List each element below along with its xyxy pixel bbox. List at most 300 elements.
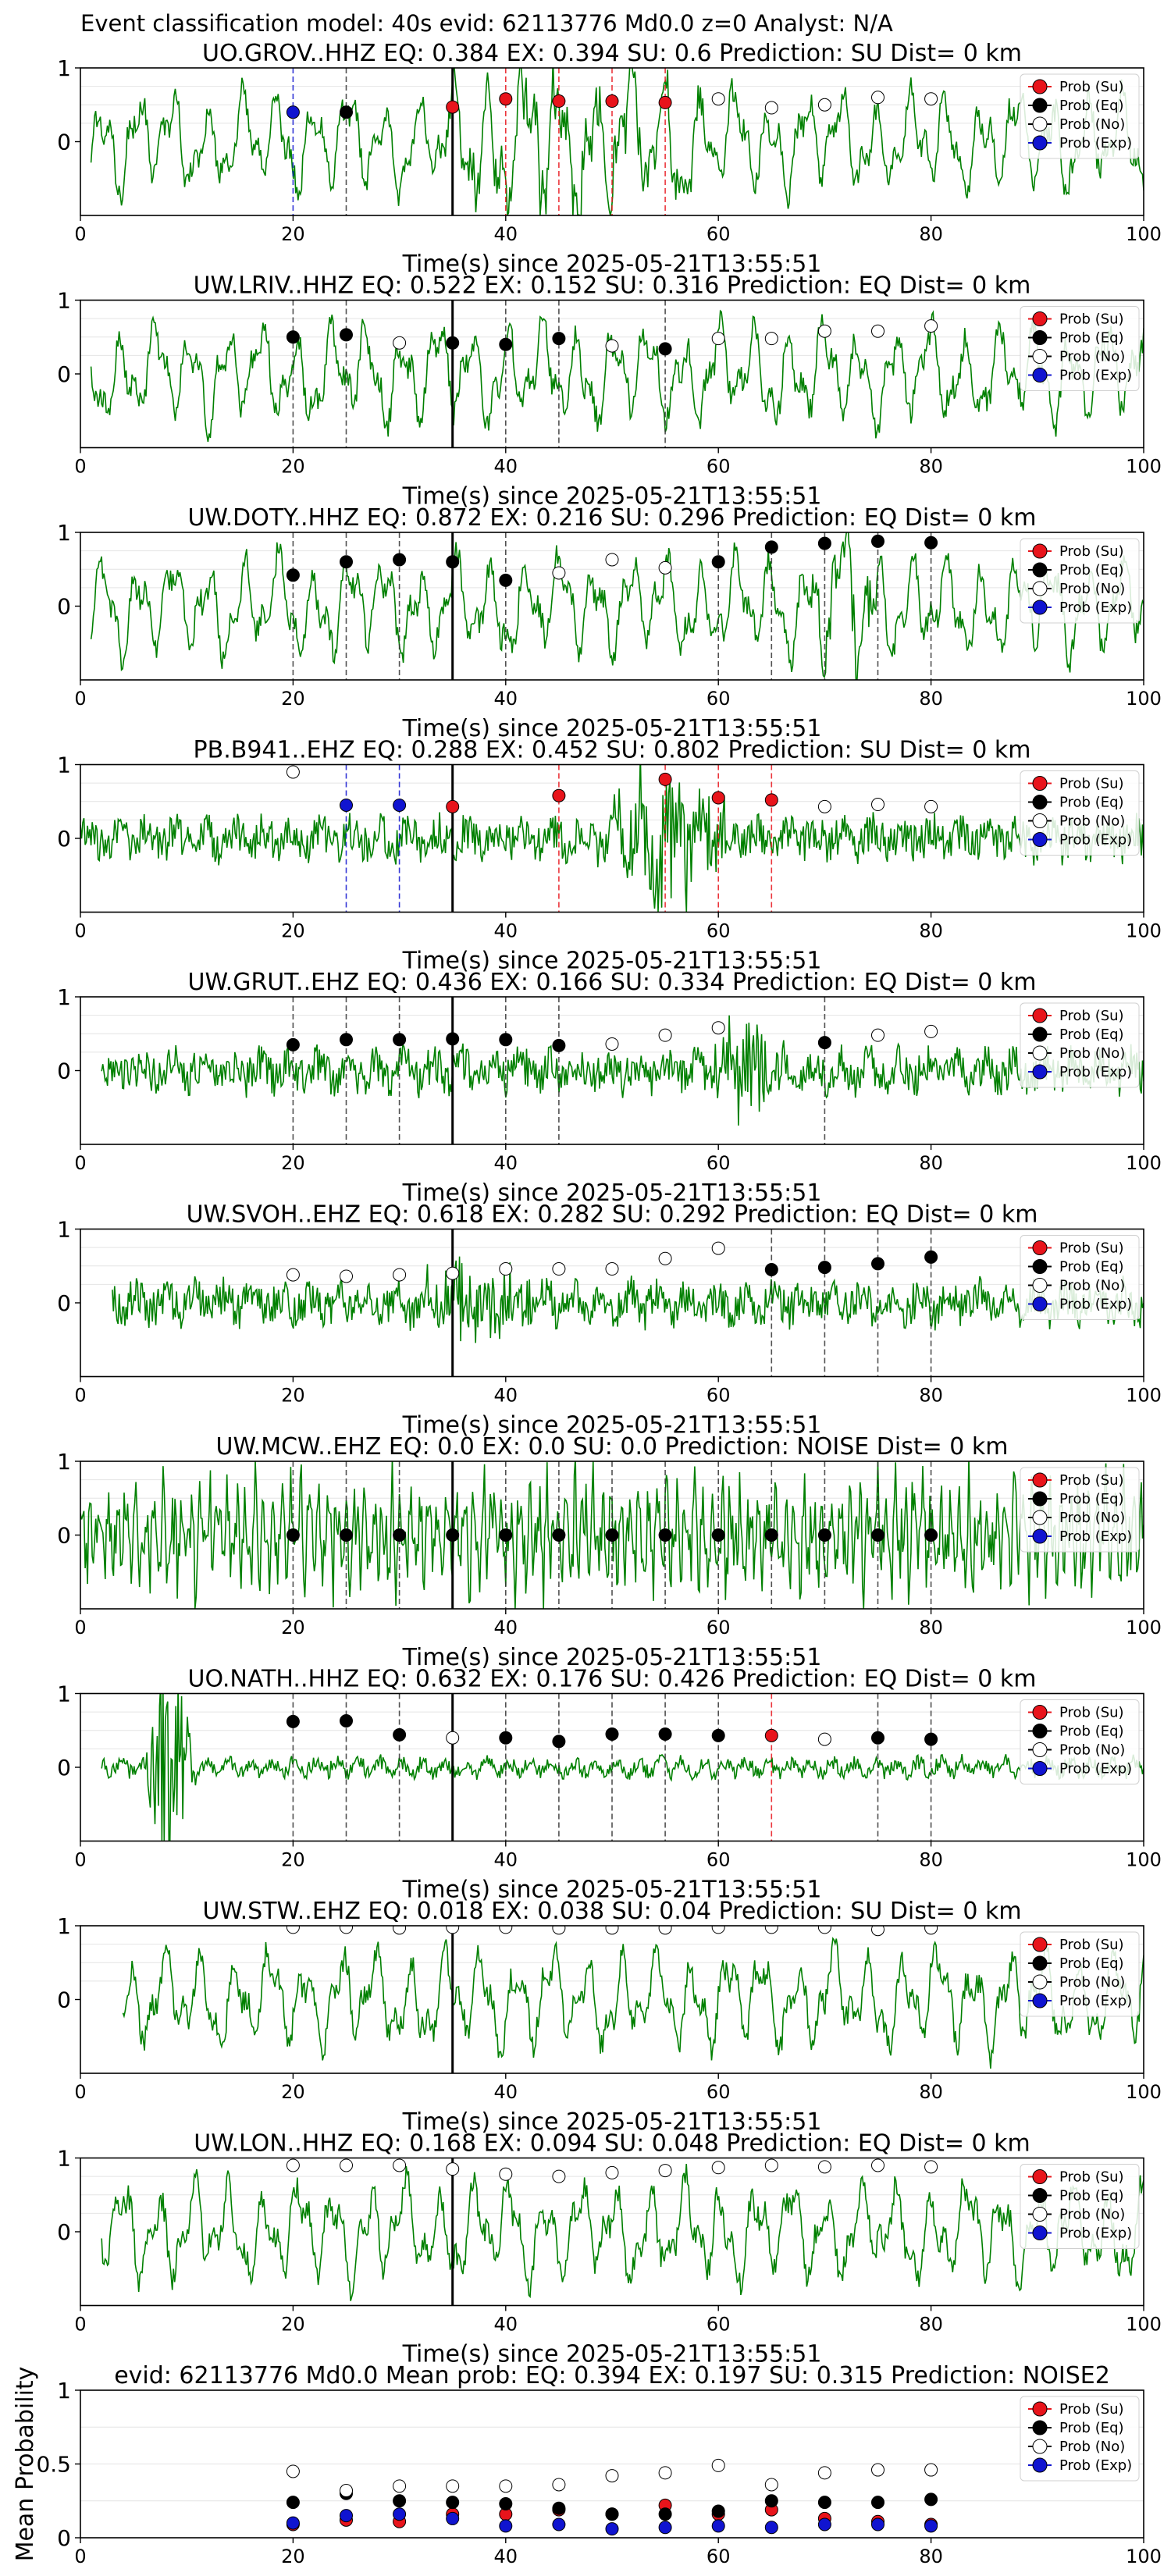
plot-area — [80, 2427, 1144, 2535]
prob-marker-no — [818, 325, 831, 337]
x-tick-label: 0 — [74, 1384, 87, 1407]
prob-marker-su — [765, 794, 778, 806]
legend-marker-eq — [1033, 1956, 1047, 1970]
prob-marker-su — [659, 96, 671, 109]
prob-marker-no — [765, 101, 778, 114]
seismic-trace — [112, 1257, 1144, 1343]
mean-marker-eq — [818, 2496, 831, 2509]
legend-marker-su — [1033, 1473, 1047, 1487]
x-tick-label: 0 — [74, 223, 87, 245]
prob-marker-eq — [340, 1714, 353, 1727]
mean-marker-exp — [712, 2520, 724, 2532]
legend-label: Prob (No) — [1059, 1974, 1126, 1991]
chart-panel-11 — [12, 2362, 1162, 2567]
x-axis-label: Time(s) since 2025-05-21T13:55:51 — [402, 947, 822, 975]
mean-marker-exp — [765, 2521, 778, 2534]
prob-marker-eq — [500, 1731, 512, 1744]
mean-marker-exp — [606, 2523, 618, 2535]
prob-marker-su — [553, 789, 565, 802]
x-tick-label: 60 — [706, 2081, 731, 2103]
prob-marker-no — [712, 1242, 724, 1254]
y-tick-label: 1 — [57, 1913, 71, 1939]
legend-marker-su — [1033, 1009, 1047, 1023]
seismic-trace — [101, 1683, 1144, 1841]
legend-marker-eq — [1033, 331, 1047, 345]
prob-marker-no — [340, 2159, 353, 2172]
y-tick-label: 0 — [57, 1058, 71, 1084]
x-tick-label: 60 — [706, 920, 731, 942]
chart-panel-4 — [57, 737, 1162, 975]
legend-label: Prob (Su) — [1059, 1472, 1124, 1489]
legend-marker-eq — [1033, 563, 1047, 577]
seismic-trace — [91, 311, 1144, 442]
chart-panel-2 — [57, 272, 1162, 511]
y-tick-label: 1 — [57, 55, 71, 81]
legend-label: Prob (Exp) — [1059, 135, 1133, 151]
prob-marker-su — [765, 1729, 778, 1742]
legend-marker-su — [1033, 1937, 1047, 1952]
prob-marker-no — [393, 2159, 406, 2172]
legend-label: Prob (No) — [1059, 813, 1126, 830]
prob-marker-su — [447, 101, 459, 113]
legend-label: Prob (Su) — [1059, 1704, 1124, 1721]
prob-marker-eq — [393, 553, 406, 566]
legend-marker-no — [1033, 117, 1047, 131]
prob-marker-eq — [340, 329, 353, 341]
prob-marker-eq — [606, 1529, 618, 1542]
prob-marker-no — [447, 1267, 459, 1279]
x-tick-label: 60 — [706, 688, 731, 710]
x-tick-label: 0 — [74, 2081, 87, 2103]
prob-marker-su — [500, 93, 512, 105]
legend-marker-exp — [1033, 1065, 1047, 1079]
prob-marker-no — [393, 1268, 406, 1281]
prob-marker-eq — [818, 537, 831, 550]
plot-area — [80, 1683, 1144, 1841]
x-tick-label: 60 — [706, 1384, 731, 1407]
legend-label: Prob (Su) — [1059, 775, 1124, 792]
x-tick-label: 100 — [1126, 920, 1162, 942]
plot-area — [80, 1457, 1144, 1609]
legend-marker-su — [1033, 1241, 1047, 1255]
prob-marker-su — [553, 95, 565, 108]
prob-marker-no — [340, 1270, 353, 1283]
prob-marker-eq — [393, 1728, 406, 1741]
x-tick-label: 80 — [919, 1848, 943, 1871]
prob-marker-no — [872, 91, 884, 104]
mean-marker-eq — [872, 2496, 884, 2509]
legend-label: Prob (Eq) — [1059, 1955, 1124, 1972]
mean-marker-exp — [447, 2512, 459, 2524]
mean-marker-no — [659, 2467, 671, 2479]
legend-marker-eq — [1033, 1260, 1047, 1274]
prob-marker-eq — [393, 1529, 406, 1542]
prob-marker-no — [606, 1037, 618, 1050]
x-tick-label: 40 — [493, 1617, 518, 1638]
legend-marker-eq — [1033, 1027, 1047, 1041]
chart-panel-9 — [57, 1898, 1162, 2136]
plot-area — [80, 1921, 1144, 2073]
prob-marker-no — [659, 561, 671, 574]
prob-marker-eq — [340, 1529, 353, 1542]
legend-label: Prob (Su) — [1059, 2401, 1124, 2418]
mean-marker-eq — [712, 2505, 724, 2517]
prob-marker-su — [659, 773, 671, 785]
x-tick-label: 80 — [919, 920, 943, 942]
x-tick-label: 20 — [281, 1848, 305, 1871]
legend-marker-no — [1033, 814, 1047, 828]
prob-marker-exp — [340, 799, 353, 811]
chart-panel-10 — [57, 2130, 1162, 2368]
legend-label: Prob (Exp) — [1059, 1528, 1133, 1545]
legend-marker-exp — [1033, 1297, 1047, 1311]
y-tick-label: 1 — [57, 984, 71, 1010]
mean-marker-eq — [606, 2508, 618, 2521]
mean-marker-eq — [553, 2502, 565, 2514]
legend-marker-su — [1033, 1706, 1047, 1720]
legend-label: Prob (Exp) — [1059, 1993, 1133, 2009]
x-tick-label: 0 — [74, 2546, 87, 2567]
x-tick-label: 100 — [1126, 688, 1162, 710]
plot-area — [80, 524, 1144, 680]
x-tick-label: 80 — [919, 223, 943, 245]
x-tick-label: 100 — [1126, 223, 1162, 245]
mean-marker-exp — [818, 2518, 831, 2531]
x-tick-label: 80 — [919, 455, 943, 478]
legend-marker-exp — [1033, 1994, 1047, 2008]
prob-marker-no — [872, 1923, 884, 1936]
legend-marker-eq — [1033, 2421, 1047, 2435]
x-tick-label: 80 — [919, 2313, 943, 2336]
prob-marker-no — [925, 320, 938, 333]
x-tick-label: 100 — [1126, 455, 1162, 478]
legend-marker-eq — [1033, 1492, 1047, 1506]
legend-marker-exp — [1033, 2226, 1047, 2240]
prob-marker-no — [500, 2168, 512, 2180]
x-tick-label: 60 — [706, 2546, 731, 2567]
prob-marker-no — [606, 2166, 618, 2179]
x-tick-label: 20 — [281, 223, 305, 245]
legend-marker-su — [1033, 2170, 1047, 2184]
prob-marker-no — [659, 1029, 671, 1041]
mean-marker-no — [765, 2478, 778, 2491]
x-tick-label: 20 — [281, 688, 305, 710]
y-tick-label: 0 — [57, 129, 71, 155]
legend-marker-exp — [1033, 2458, 1047, 2472]
legend-label: Prob (Su) — [1059, 543, 1124, 560]
plot-area — [80, 301, 1144, 448]
prob-marker-eq — [393, 1034, 406, 1046]
panel-title: UW.GRUT..EHZ EQ: 0.436 EX: 0.166 SU: 0.334 Prediction: EQ Dist= 0 km — [187, 969, 1037, 996]
prob-marker-no — [553, 567, 565, 579]
prob-marker-no — [765, 333, 778, 345]
prob-marker-eq — [287, 331, 299, 343]
legend-marker-exp — [1033, 368, 1047, 382]
legend-marker-no — [1033, 1279, 1047, 1293]
y-tick-label: 0 — [57, 593, 71, 620]
legend-marker-eq — [1033, 98, 1047, 112]
x-tick-label: 0 — [74, 1617, 87, 1638]
prob-marker-no — [925, 1025, 938, 1037]
prob-marker-no — [553, 1263, 565, 1276]
legend-marker-no — [1033, 1046, 1047, 1060]
prob-marker-no — [659, 1252, 671, 1265]
legend-marker-exp — [1033, 833, 1047, 847]
prob-marker-eq — [447, 556, 459, 568]
legend-marker-exp — [1033, 600, 1047, 614]
legend-marker-exp — [1033, 136, 1047, 150]
y-tick-label: 0.5 — [36, 2451, 71, 2478]
y-tick-label: 1 — [57, 520, 71, 546]
prob-marker-no — [818, 800, 831, 813]
panel-title: UW.SVOH..EHZ EQ: 0.618 EX: 0.282 SU: 0.292 Prediction: EQ Dist= 0 km — [186, 1201, 1038, 1229]
prob-marker-no — [287, 2159, 299, 2172]
mean-marker-no — [606, 2470, 618, 2482]
prob-marker-eq — [659, 1529, 671, 1542]
prob-marker-su — [606, 95, 618, 108]
prob-marker-eq — [606, 1727, 618, 1740]
panel-title: UW.STW..EHZ EQ: 0.018 EX: 0.038 SU: 0.04 Prediction: SU Dist= 0 km — [202, 1898, 1022, 1925]
x-tick-label: 100 — [1126, 2546, 1162, 2567]
prob-marker-eq — [287, 1038, 299, 1051]
prob-marker-eq — [447, 1033, 459, 1045]
mean-marker-exp — [925, 2520, 938, 2532]
legend-marker-exp — [1033, 1529, 1047, 1543]
prob-marker-no — [393, 336, 406, 349]
x-tick-label: 20 — [281, 920, 305, 942]
x-tick-label: 60 — [706, 1152, 731, 1174]
prob-marker-eq — [925, 1251, 938, 1263]
x-tick-label: 40 — [493, 455, 518, 478]
prob-marker-no — [712, 93, 724, 105]
x-axis-label: Time(s) since 2025-05-21T13:55:51 — [402, 715, 822, 742]
legend-label: Prob (Su) — [1059, 2169, 1124, 2186]
panel-title: UW.LON..HHZ EQ: 0.168 EX: 0.094 SU: 0.048 Prediction: EQ Dist= 0 km — [194, 2129, 1030, 2158]
prob-marker-eq — [659, 1727, 671, 1740]
mean-marker-exp — [500, 2520, 512, 2532]
prob-marker-no — [925, 93, 938, 105]
chart-panel-6 — [57, 1201, 1162, 1439]
prob-marker-eq — [872, 535, 884, 547]
legend-label: Prob (No) — [1059, 1510, 1126, 1526]
legend-label: Prob (Exp) — [1059, 1760, 1133, 1777]
legend-label: Prob (Exp) — [1059, 600, 1133, 616]
prob-marker-eq — [872, 1731, 884, 1744]
x-axis-label: Time(s) since 2025-05-21T13:55:51 — [402, 2108, 822, 2136]
prob-marker-eq — [500, 574, 512, 586]
x-tick-label: 40 — [493, 2081, 518, 2103]
plot-area — [80, 2158, 1144, 2306]
y-tick-label: 1 — [57, 2378, 71, 2403]
mean-marker-eq — [393, 2495, 406, 2507]
legend-label: Prob (Exp) — [1059, 2457, 1133, 2474]
prob-marker-eq — [659, 343, 671, 355]
prob-marker-eq — [340, 1034, 353, 1046]
prob-marker-no — [500, 1263, 512, 1276]
x-tick-label: 40 — [493, 688, 518, 710]
legend-label: Prob (Exp) — [1059, 367, 1133, 384]
x-axis-label: Time(s) since 2025-05-21T13:55:51 — [402, 1179, 822, 1207]
mean-marker-eq — [447, 2496, 459, 2509]
legend-marker-no — [1033, 1510, 1047, 1525]
x-tick-label: 0 — [74, 688, 87, 710]
prob-marker-no — [606, 340, 618, 352]
prob-marker-no — [553, 2170, 565, 2183]
legend-marker-eq — [1033, 2189, 1047, 2203]
prob-marker-eq — [553, 1735, 565, 1748]
prob-marker-exp — [287, 106, 299, 119]
legend-label: Prob (No) — [1059, 581, 1126, 597]
prob-marker-eq — [818, 1037, 831, 1049]
prob-marker-eq — [712, 556, 724, 568]
x-tick-label: 40 — [493, 1848, 518, 1871]
x-tick-label: 20 — [281, 1152, 305, 1174]
prob-marker-no — [818, 98, 831, 111]
prob-marker-eq — [500, 1529, 512, 1542]
legend-label: Prob (Su) — [1059, 311, 1124, 328]
legend-marker-no — [1033, 2439, 1047, 2453]
prob-marker-su — [447, 800, 459, 813]
legend-marker-eq — [1033, 795, 1047, 809]
prob-marker-no — [925, 800, 938, 813]
x-tick-label: 20 — [281, 1384, 305, 1407]
y-tick-label: 0 — [57, 1755, 71, 1781]
x-tick-label: 60 — [706, 2313, 731, 2336]
x-tick-label: 100 — [1126, 1617, 1162, 1638]
x-tick-label: 60 — [706, 1848, 731, 1871]
panel-title: UW.MCW..EHZ EQ: 0.0 EX: 0.0 SU: 0.0 Prediction: NOISE Dist= 0 km — [215, 1433, 1009, 1461]
prob-marker-no — [606, 553, 618, 566]
prob-marker-no — [872, 2159, 884, 2172]
prob-marker-eq — [287, 569, 299, 582]
prob-marker-eq — [447, 336, 459, 349]
prob-marker-no — [712, 2161, 724, 2174]
x-axis-label: Time(s) since 2025-05-21T13:55:51 — [402, 1411, 822, 1439]
prob-marker-no — [712, 333, 724, 345]
mean-marker-no — [872, 2464, 884, 2476]
x-tick-label: 80 — [919, 1152, 943, 1174]
legend-label: Prob (No) — [1059, 2206, 1126, 2223]
x-tick-label: 100 — [1126, 2313, 1162, 2336]
plot-area — [80, 997, 1144, 1144]
legend-marker-no — [1033, 350, 1047, 364]
mean-marker-eq — [287, 2496, 299, 2509]
axes-frame — [80, 301, 1144, 448]
page-title: Event classification model: 40s evid: 62113776 Md0.0 z=0 Analyst: N/A — [80, 10, 893, 37]
x-axis-label: Time(s) since 2025-05-21T13:55:51 — [402, 1876, 822, 1904]
prob-marker-eq — [287, 1529, 299, 1542]
prob-marker-no — [447, 2163, 459, 2176]
mean-marker-no — [500, 2480, 512, 2492]
prob-marker-no — [872, 1029, 884, 1041]
seismic-trace — [123, 1938, 1144, 2069]
prob-marker-no — [872, 799, 884, 811]
y-tick-label: 1 — [57, 1449, 71, 1475]
legend-label: Prob (Exp) — [1059, 1296, 1133, 1313]
panel-title: UW.LRIV..HHZ EQ: 0.522 EX: 0.152 SU: 0.316 Prediction: EQ Dist= 0 km — [193, 272, 1031, 300]
x-tick-label: 40 — [493, 1384, 518, 1407]
y-tick-label: 0 — [57, 2525, 71, 2551]
legend-label: Prob (No) — [1059, 2439, 1126, 2455]
prob-marker-eq — [818, 1529, 831, 1542]
y-tick-label: 0 — [57, 1987, 71, 2013]
prob-marker-no — [872, 325, 884, 337]
prob-marker-eq — [765, 541, 778, 553]
x-tick-label: 80 — [919, 1617, 943, 1638]
prob-marker-no — [712, 1022, 724, 1034]
y-tick-label: 0 — [57, 1522, 71, 1549]
y-tick-label: 0 — [57, 2219, 71, 2245]
panel-title: evid: 62113776 Md0.0 Mean prob: EQ: 0.394 EX: 0.197 SU: 0.315 Prediction: NOISE2 — [114, 2362, 1110, 2389]
x-tick-label: 0 — [74, 2313, 87, 2336]
x-tick-label: 100 — [1126, 1848, 1162, 1871]
prob-marker-exp — [393, 799, 406, 811]
legend-label: Prob (No) — [1059, 1045, 1126, 1062]
x-axis-label: Time(s) since 2025-05-21T13:55:51 — [402, 1644, 822, 1671]
chart-panel-7 — [57, 1433, 1162, 1671]
x-tick-label: 20 — [281, 2081, 305, 2103]
legend-marker-eq — [1033, 1724, 1047, 1738]
panel-title: PB.B941..EHZ EQ: 0.288 EX: 0.452 SU: 0.802 Prediction: SU Dist= 0 km — [193, 736, 1031, 764]
mean-marker-no — [340, 2485, 353, 2497]
prob-marker-eq — [712, 1729, 724, 1742]
x-tick-label: 40 — [493, 920, 518, 942]
legend-label: Prob (Eq) — [1059, 1491, 1124, 1507]
x-tick-label: 40 — [493, 1152, 518, 1174]
legend-label: Prob (Eq) — [1059, 794, 1124, 811]
prob-marker-eq — [925, 1733, 938, 1745]
x-tick-label: 60 — [706, 455, 731, 478]
prob-marker-eq — [500, 338, 512, 350]
mean-marker-no — [925, 2464, 938, 2476]
x-tick-label: 80 — [919, 688, 943, 710]
y-tick-label: 0 — [57, 826, 71, 852]
axes-frame — [80, 2158, 1144, 2306]
y-tick-label: 1 — [57, 1681, 71, 1707]
prob-marker-no — [447, 1731, 459, 1744]
mean-marker-no — [393, 2480, 406, 2492]
legend-marker-exp — [1033, 1762, 1047, 1776]
legend-marker-no — [1033, 582, 1047, 596]
legend-marker-su — [1033, 80, 1047, 94]
legend-marker-no — [1033, 1975, 1047, 1989]
prob-marker-no — [925, 2161, 938, 2173]
legend-label: Prob (Eq) — [1059, 1723, 1124, 1740]
x-tick-label: 40 — [493, 2546, 518, 2567]
legend-marker-su — [1033, 544, 1047, 558]
prob-marker-eq — [765, 1263, 778, 1276]
mean-marker-eq — [925, 2493, 938, 2506]
mean-marker-exp — [393, 2508, 406, 2521]
prob-marker-eq — [447, 1529, 459, 1542]
panel-title: UW.DOTY..HHZ EQ: 0.872 EX: 0.216 SU: 0.296 Prediction: EQ Dist= 0 km — [187, 504, 1037, 532]
y-tick-label: 1 — [57, 287, 71, 314]
legend-label: Prob (No) — [1059, 1742, 1126, 1759]
legend-label: Prob (Eq) — [1059, 98, 1124, 114]
prob-marker-eq — [712, 1529, 724, 1542]
panel-title: UO.GROV..HHZ EQ: 0.384 EX: 0.394 SU: 0.6 Prediction: SU Dist= 0 km — [201, 40, 1023, 67]
mean-marker-exp — [872, 2518, 884, 2531]
chart-panel-3 — [57, 504, 1162, 742]
legend-label: Prob (Eq) — [1059, 2187, 1124, 2204]
mean-marker-no — [712, 2459, 724, 2471]
mean-marker-exp — [340, 2510, 353, 2522]
prob-marker-eq — [765, 1529, 778, 1542]
y-tick-label: 1 — [57, 752, 71, 778]
axes-frame — [80, 1229, 1144, 1377]
x-tick-label: 80 — [919, 2546, 943, 2567]
legend-marker-su — [1033, 2402, 1047, 2416]
